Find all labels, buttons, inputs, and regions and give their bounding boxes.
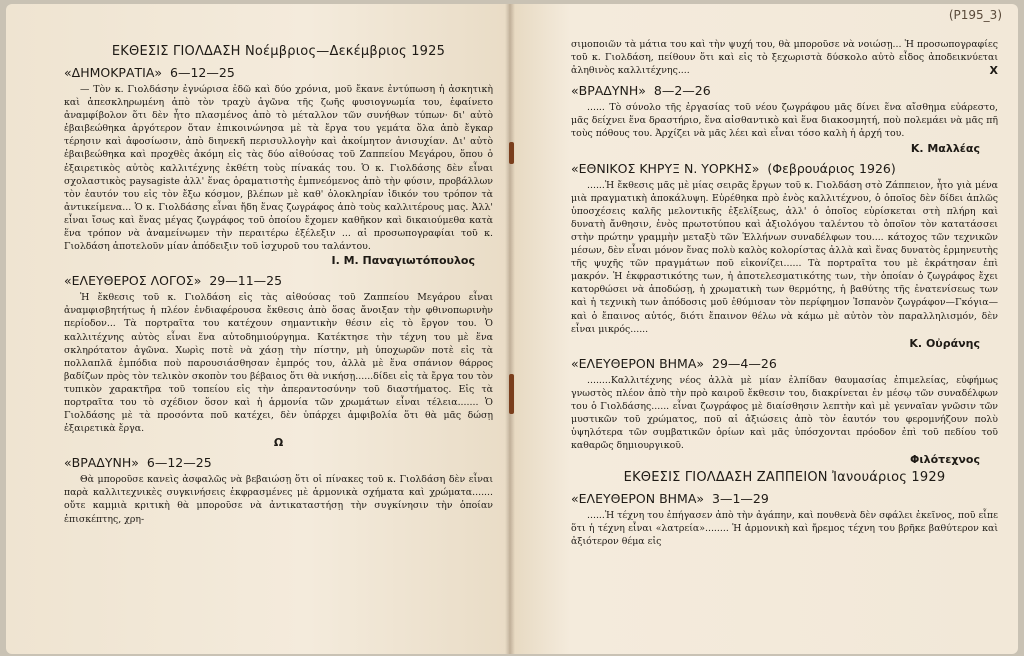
article-source xyxy=(571,491,998,506)
source-name: «ΕΛΕΥΘΕΡΟΣ ΛΟΓΟΣ» xyxy=(64,273,202,289)
source-name: «ΔΗΜΟΚΡΑΤΙΑ» xyxy=(64,65,163,80)
source-date: 8—2—26 xyxy=(653,83,711,99)
source-name: «ΒΡΑΔΥΝΗ» xyxy=(64,455,139,471)
article-signature: Ω xyxy=(273,436,284,450)
continuation-signature: X xyxy=(989,64,998,78)
continuation-body: σιμοποιῶν τὰ μάτια του καὶ τὴν ψυχή του, θὰ μποροῦσε νὰ νοιώσῃ... Ἡ προσωπογραφίες τοῦ κ. Γιολδάση, πείθουν ὅτι καὶ εἰς τὸ ξεχωριστὰ δύσκολο αὐτὸ εἶδος ἀποδεικνύεται ἀληθινὸς καλλιτέχνης.... xyxy=(571,39,998,77)
article-source xyxy=(571,161,998,176)
source-date: 29—11—25 xyxy=(209,273,283,289)
article-text: ...... Τὸ σύνολο τῆς ἐργασίας τοῦ νέου ζωγράφου μᾶς δίνει ἕνα αἴσθημα εὐάρεστο, μᾶς δείχνει ἕνα δραστήριο, ἕνα αἰσθαντικὸ καὶ ἕνα διακοσμητή, ποὺ πολεμάει νὰ μᾶς πῆ τοὺς πόθους του. Ἀρχίζει νὰ μᾶς λέει καὶ εἶναι τόσο καλὴ ἡ ἀρχή του. xyxy=(571,102,998,140)
article-vradyni-1926 xyxy=(571,83,998,154)
gutter-shadow xyxy=(505,4,515,654)
article-source xyxy=(571,356,998,371)
article-dimokratia xyxy=(64,65,493,267)
source-date: (Φεβρουάριος 1926) xyxy=(767,160,896,176)
article-text: Ἡ ἔκθεσις τοῦ κ. Γιολδάση εἰς τὰς αἰθούσας τοῦ Ζαππείου Μεγάρου εἶναι ἀναμφισβητήτως ἡ πλέον ἐνδιαφέρουσα ἔκθεσις ἀπὸ ὅσας ἄνοιξαν τὴν φθινοπωρινὴν περίοδον... Τὰ πορτραῖτα του κατέχουν σημαντικὴν θέσιν εἰς τὸ ἔργον του. Ὁ καλλιτέχνης αὐτὸς εἶναι ἕνα αὐτοδημιούργημα. Κατέκτησε τὴν τέχνη του μὲ ἕνα σκληρότατον ἀγῶνα. Χωρὶς ποτὲ νὰ χάσῃ τὴν πίστην, μὴ ὑποχωρῶν ποτὲ εἰς τὰ πολλαπλᾶ ἐμπόδια ποὺ παρουσιάσθησαν ἐμπρός του, ἀλλὰ μὲ ἕνα σπάνιον θάρρος βαδίζων πρὸς τὸν τελικὸν σκοπὸν του βέβαιος ὅτι θὰ νικήσῃ......δίδει εἰς τὰ ἔργα του τὸν τυπικὸν χαρακτῆρα τοῦ τοπείου εἰς τὴν ἀπεραντοσύνην τοῦ διαστήματος. Εἰς τὰ πορτραῖτα του τὸ σχέδιον ὅσον καὶ ἡ ἁρμονία τῶν χρωμάτων εἶναι τέλεια....... Ὁ Γιολδάσης μὲ τὰ προσόντα ποῦ κατέχει, δὲν ὑπάρχει ἀμφιβολία ὅτι θὰ μᾶς δώσῃ ἐξαιρετικὰ ἔργα. xyxy=(64,292,493,435)
margin-note: (P195_3) xyxy=(948,8,1002,22)
staple-middle xyxy=(509,374,514,414)
source-date: 6—12—25 xyxy=(170,65,235,80)
article-eleftheron-vima-1926 xyxy=(571,356,998,467)
article-text: ......Ἡ τέχνη του ἐπήγασεν ἀπὸ τὴν ἀγάπην, καὶ πουθενὰ δὲν σφάλει ἐκεῖνος, ποῦ εἶπε ὅτι ἡ τέχνη εἶναι «λατρεία»........ Ἡ ἁρμονικὴ καὶ ἤρεμος τέχνη του βρῆκε βαθύτερον καὶ ἀξιότερον θέμα εἰς xyxy=(571,510,998,548)
source-name: «ΕΛΕΥΘΕΡΟΝ ΒΗΜΑ» xyxy=(571,491,705,507)
article-vradyni-1925 xyxy=(64,455,493,525)
article-source xyxy=(571,83,998,98)
source-date: 29—4—26 xyxy=(712,355,777,371)
article-ethnikos-kiryx xyxy=(571,161,998,350)
article-signature: Ι. Μ. Παναγιωτόπουλος xyxy=(331,254,475,268)
right-page xyxy=(509,4,1018,654)
source-name: «ΕΘΝΙΚΟΣ ΚΗΡΥΞ Ν. ΥΟΡΚΗΣ» xyxy=(571,160,760,176)
continuation-text xyxy=(571,38,998,77)
article-signature: Κ. Μαλλέας xyxy=(910,141,980,155)
article-text: Θὰ μποροῦσε κανεὶς ἀσφαλῶς νὰ βεβαιώσῃ ὅτι οἱ πίνακες τοῦ κ. Γιολδάση δὲν εἶναι παρὰ καλλιτεχνικὲς συγκινήσεις ἐκφρασμένες μὲ ἁρμονικὰ σχήματα καὶ χρώματα....... οὔτε καμμιὰ κριτικὴ θὰ μποροῦσε νὰ ἀντικαταστήσῃ τὴν συγκίνησιν τὴν ὁποίαν ἐπισκέπτης, χρη- xyxy=(64,474,493,525)
article-text: ......Ἡ ἔκθεσις μᾶς μὲ μίας σειρᾶς ἔργων τοῦ κ. Γιολδάση στὸ Ζάππειον, ἦτο γιὰ μένα μιὰ πραγματικὴ ἀποκάλυψη. Εὑρέθηκα πρὸ ἑνὸς καλλιτέχνου, ὁ ὁποῖος δὲν δίδει ἁπλῶς ὑποσχέσεις καλῆς μελοντικῆς ἐξελίξεως, ἀλλ' ὁ ὁποῖος εὑρίσκεται στὴ πλήρη καὶ δυνατὴ ἄνθησιν, ἑνὸς πρωτοτύπου καὶ ἀξιολόγου ταλέντου τὸ ὁποῖον τὸν κατατάσσει στὴν πρώτην γραμμὴν μεταξὺ τῶν Ἑλλήνων συναδέλφων του.... κάτοχος τῶν τεχνικῶν μέσων, δὲν εἶναι μόνον ἕνας πολὺ καλὸς κολορίστας ἀλλὰ καὶ ἕνας δυνατὸς ἑρμηνευτὴς τῆς ψυχῆς τῶν πραγμάτων ποῦ εἰκονίζει...... Τὰ πορτραῖτα του μὲ ἐκράτησαν ἐπὶ μακρόν. Ἡ ἐκφραστικότης των, ἡ ἀποτελεσματικότης των, τὴν ὁποίαν ὁ ζωγράφος ἔχει κατορθώσει νὰ ἀποδώσῃ, ἡ χρωματικὴ των θερμότης, ἡ βαθύτης τῆς ἐνατενίσεως των καὶ ἡ τεχνικὴ των ἀπόδοσις μοῦ ἐθύμισαν τὸν περίφημον Ἰσπανὸν ζωγράφον—Γκόγια—καὶ ὁ ἔπαινος αὐτός, διότι ἔπαινον θέλω νὰ κάμω μὲ αὐτὸν τὸν παραλληλισμόν, δὲν εἶναι μικρός...... xyxy=(571,179,998,335)
article-text: — Τὸν κ. Γιολδάσην ἐγνώρισα ἐδῶ καὶ δύο χρόνια, μοῦ ἔκανε ἐντύπωση ἡ ἀσκητικὴ καὶ ἀπεσκληρωμένη ἀπὸ τὸν τραχὺ ἀγῶνα τῆς ζωῆς φυσιογνωμία του, ἐφαίνετο ἀναμφίβολον ὅτι δὲν ἦτο πλασμένος ἀπὸ τὸ μέταλλον τῶν συνήθων τύπων· δι' αὐτὸ ἐβαιβεώθηκα ἀργότερον ὅταν ἐπικοινώνησα μὲ τὰ ἔργα του γεμάτα ὅλα ἀπὸ ἔγκαρ τέρησιν καὶ ἀφοσίωσιν, ἀπὸ διηνεκῆ περισυλλογὴν καὶ ἀκοίμητον ἀνισυχίαν. Δι' αὐτὸ ἐβαιβεώθηκα καὶ προχθὲς ἀκόμη εἰς τὰς δύο αἰθούσας τοῦ Ζαππείου Μεγάρου, ὅπου ὁ ἐξαιρετικὸς αὐτὸς καλλιτέχνης ἐκθέτη τοὺς πίνακάς του. Ὁ κ. Γιολδάσης δὲν εἶναι σχολαστικὸς paysagiste ἀλλ' ἕνας ὁραματιστὴς ἐμπνεόμενος ἀπὸ τὴν φύσιν, προβάλλων τὸν ἑαυτόν του εἰς τὸν ἔξω κόσμον, βλέπων μὲ καθ' ὁλοκληρίαν ἰδικόν του τρόπον τὰ ἀντικείμενα... Ὁ κ. Γιολδάσης εἶναι ἤδη ἕνας ζωγράφος ἀπὸ τοὺς καλλιτέρους μας. Ἀλλ' εἶναι ἴσως καὶ ἕνας μέγας ζωγράφος τοῦ ὁποίου ἔχομεν καθῆκον καὶ δικαιούμεθα κατὰ ἕνα τρόπον νὰ ἀναμείνωμεν τὴν περαιτέρω ἐξέλεξιν ... αἱ προσωπογραφίαι τοῦ κ. Γιολδάση ἀποτελοῦν μίαν ἀπόδειξιν τοῦ ἰσχυροῦ του ταλάντου. xyxy=(64,84,493,253)
article-signature: Φιλότεχνος xyxy=(910,453,980,467)
source-date: 3—1—29 xyxy=(712,491,769,507)
source-date: 6—12—25 xyxy=(146,455,212,471)
exhibition-header-1929: ΕΚΘΕΣΙΣ ΓΙΟΛΔΑΣΗ ΖΑΠΠΕΙΟΝ Ἰανουάριος 1929 xyxy=(623,470,946,486)
staple-top xyxy=(509,142,514,164)
article-source xyxy=(64,273,493,288)
left-page xyxy=(6,4,509,654)
article-source xyxy=(64,65,493,80)
exhibition-header-1925: ΕΚΘΕΣΙΣ ΓΙΟΛΔΑΣΗ Νοέμβριος—Δεκέμβριος 1925 xyxy=(111,44,446,59)
source-name: «ΕΛΕΥΘΕΡΟΝ ΒΗΜΑ» xyxy=(571,355,705,371)
booklet-spread xyxy=(6,4,1018,654)
article-eleftheros-logos xyxy=(64,273,493,449)
article-text: ........Καλλιτέχνης νέος ἀλλὰ μὲ μίαν ἐλπίδαν θαυμασίας ἐπιμελείας, εὐφήμως γνωστὸς πλέον ἀπὸ τὴν πρὸ καιροῦ ἔκθεσιν του, διακρίνεται ἐν μέσῳ τῶν συναδέλφων του ὁ Γιολδάσης...... εἶναι ζωγράφος μὲ διαίσθησιν λεπτὴν καὶ μὲ γενναῖαν γνῶσιν τῶν μυστικῶν τοῦ χρώματος, ποῦ αἱ ἀξιώσεις ἀπὸ τὸν ἑαυτόν του φερομνήζουν πολὺ ὑψηλότερα τῶν συμβατικῶν ὁρίων καὶ μᾶς ὑπόσχονται πρόοδον ἐπὶ τοῦ πεδίου τοῦ καθαρῶς δημιουργικοῦ. xyxy=(571,374,998,452)
source-name: «ΒΡΑΔΥΝΗ» xyxy=(571,83,646,99)
article-signature: Κ. Οὐράνης xyxy=(909,336,980,350)
article-eleftheron-vima-1929 xyxy=(571,491,998,548)
article-source xyxy=(64,455,493,470)
